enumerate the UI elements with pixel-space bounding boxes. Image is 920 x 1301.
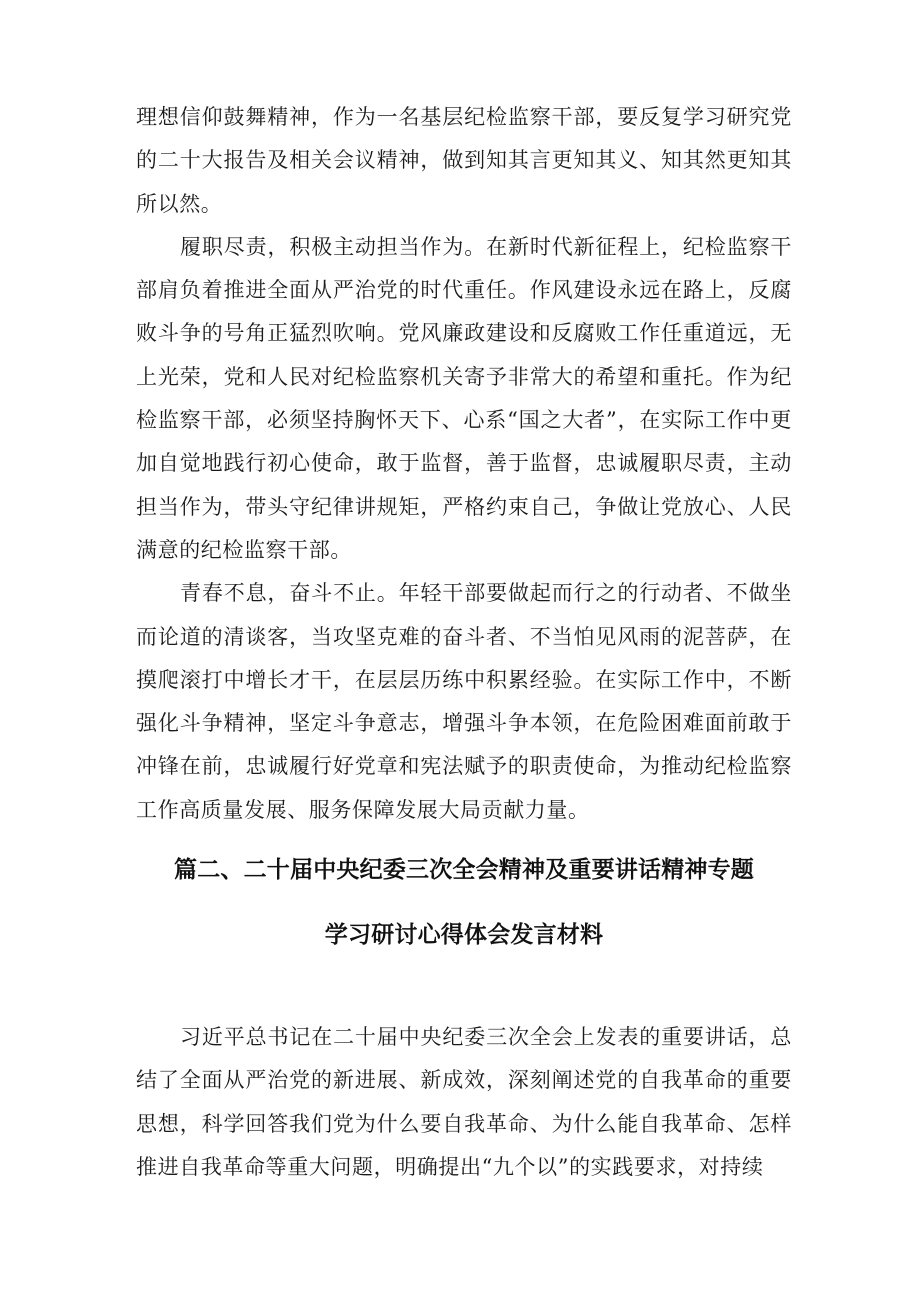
paragraph-youth: 青春不息，奋斗不止。年轻干部要做起而行之的行动者、不做坐而论道的清谈客，当攻坚克难的奋斗者、不当怕见风雨的泥菩萨，在摸爬滚打中增长才干，在层层历练中积累经验。在实际工作中，不断强化斗争精神，坚定斗争意志，增强斗争本领，在危险困难面前敢于冲锋在前，忠诚履行好党章和宪法赋予的职责使命，为推动纪检监察工作高质量发展、服务保障发展大局贡献力量。 bbox=[136, 581, 792, 822]
paragraph-continuation: 理想信仰鼓舞精神，作为一名基层纪检监察干部，要反复学习研究党的二十大报告及相关会议精神，做到知其言更知其义、知其然更知其所以然。 bbox=[136, 105, 792, 216]
paragraph-speech: 习近平总书记在二十届中央纪委三次全会上发表的重要讲话，总结了全面从严治党的新进展、新成效，深刻阐述党的自我革命的重要思想，科学回答我们党为什么要自我革命、为什么能自我革命、怎样推进自我革命等重大问题，明确提出“九个以”的实践要求，对持续 bbox=[136, 1025, 792, 1179]
paragraph-duty: 履职尽责，积极主动担当作为。在新时代新征程上，纪检监察干部肩负着推进全面从严治党的时代重任。作风建设永远在路上，反腐败斗争的号角正猛烈吹响。党风廉政建设和反腐败工作任重道远，无上光荣，党和人民对纪检监察机关寄予非常大的希望和重托。作为纪检监察干部，必须坚持胸怀天下、心系“国之大者”，在实际工作中更加自觉地践行初心使命，敢于监督，善于监督，忠诚履职尽责，主动担当作为，带头守纪律讲规矩，严格约束自己，争做让党放心、人民满意的纪检监察干部。 bbox=[136, 234, 792, 562]
section-heading-line2: 学习研讨心得体会发言材料 bbox=[324, 922, 604, 949]
section-heading-line1: 篇二、二十届中央纪委三次全会精神及重要讲话精神专题 bbox=[174, 857, 754, 884]
document-body bbox=[136, 96, 792, 1189]
